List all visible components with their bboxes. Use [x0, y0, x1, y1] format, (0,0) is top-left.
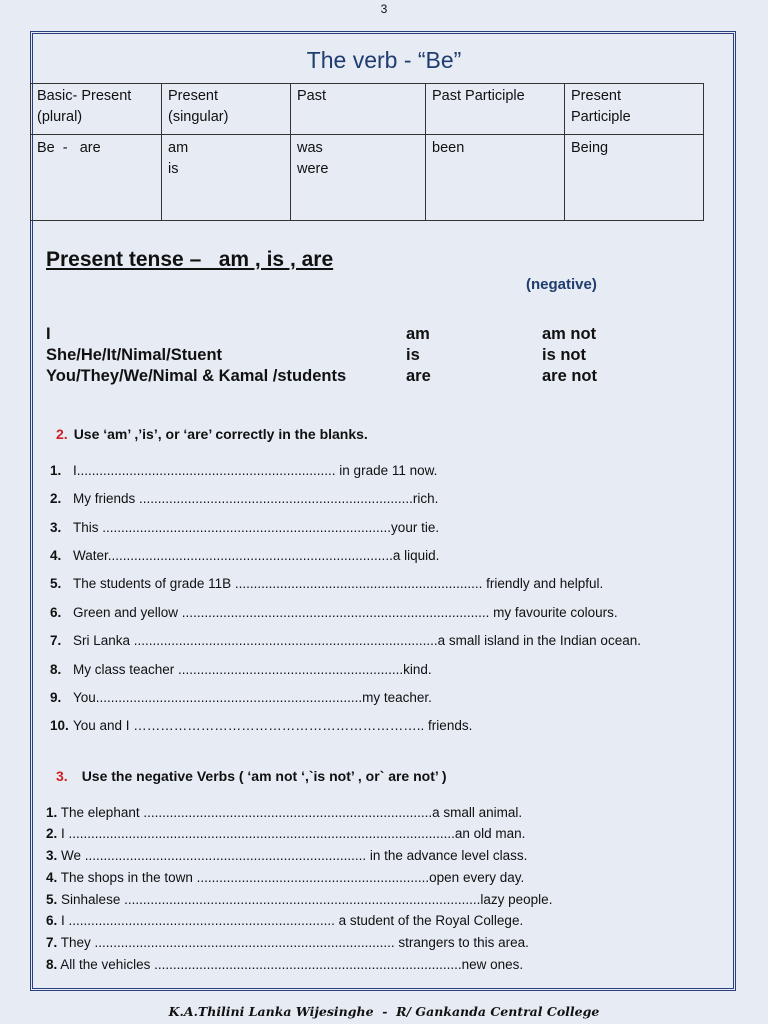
- subject: She/He/It/Nimal/Stuent: [46, 346, 223, 364]
- header-past-participle: Past Participle: [426, 84, 565, 135]
- header-present-participle: Present Participle: [565, 84, 704, 135]
- verb: are: [406, 367, 431, 385]
- instruction-text: Use the negative Verbs ( ‘am not ‘,`is not’ , or` are not’ ): [81, 768, 447, 784]
- exercise-item: 1. The elephant .............................................................................a small animal.: [46, 805, 523, 820]
- exercise-item: 4. Water............................................................................a liquid.: [50, 548, 440, 563]
- verb-forms-table: [30, 83, 704, 221]
- exercise-item: 8. All the vehicles ..................................................................................new ones.: [46, 957, 524, 972]
- section-3-instruction: [56, 768, 447, 784]
- exercise-item: 7. They ................................................................................ strangers to this area.: [46, 935, 529, 950]
- instruction-text: Use ‘am’ ,’is’, or ‘are’ correctly in the blanks.: [73, 426, 368, 442]
- cell-past-participle: been: [426, 135, 565, 221]
- exercise-item: 5. Sinhalese ...............................................................................................lazy people.: [46, 892, 553, 907]
- author-footer: K.A.Thilini Lanka Wijesinghe - R/ Gankanda Central College: [168, 1004, 600, 1019]
- exercise-item: 2. My friends .........................................................................rich.: [50, 491, 439, 506]
- negative-verb: am not: [542, 325, 597, 343]
- negative-label: (negative): [526, 276, 597, 293]
- section-2-instruction: [56, 426, 368, 442]
- section-number: 2.: [56, 426, 68, 442]
- cell-basic-present: Be - are: [31, 135, 162, 221]
- exercise-item: 8. My class teacher ............................................................kind.: [50, 662, 432, 677]
- exercise-item: 6. Green and yellow .................................................................................. my favourite colours.: [50, 605, 618, 620]
- page-number: 3: [380, 2, 388, 16]
- verb: is: [406, 346, 420, 364]
- table-row: [31, 135, 704, 221]
- page-title: The verb - “Be”: [306, 47, 462, 73]
- exercise-item: 3. We ........................................................................... in the advance level class.: [46, 848, 528, 863]
- exercise-item: 5. The students of grade 11B .................................................................. friendly and helpful.: [50, 576, 604, 591]
- cell-present-participle: Being: [565, 135, 704, 221]
- present-tense-heading: Present tense – am , is , are: [46, 248, 334, 271]
- cell-past: was were: [291, 135, 426, 221]
- exercise-item: 6. I ....................................................................... a student of the Royal College.: [46, 913, 524, 928]
- header-basic-present: Basic- Present (plural): [31, 84, 162, 135]
- negative-verb: is not: [542, 346, 586, 364]
- subject: You/They/We/Nimal & Kamal /students: [46, 367, 347, 385]
- header-present-singular: Present (singular): [162, 84, 291, 135]
- exercise-item: 9. You.......................................................................my teacher.: [50, 690, 432, 705]
- verb: am: [406, 325, 430, 343]
- negative-verb: are not: [542, 367, 598, 385]
- subject: I: [46, 325, 51, 343]
- cell-present-singular: am is: [162, 135, 291, 221]
- exercise-item: 1. I..................................................................... in grade 11 now.: [50, 463, 438, 478]
- exercise-item: 10. You and I ……………………………………………………….. friends.: [50, 718, 473, 733]
- header-past: Past: [291, 84, 426, 135]
- table-header-row: [31, 84, 704, 135]
- section-number: 3.: [56, 768, 68, 784]
- exercise-item: 3. This .............................................................................your tie.: [50, 520, 440, 535]
- exercise-item: 2. I .......................................................................................................an old man.: [46, 826, 526, 841]
- exercise-item: 7. Sri Lanka .................................................................................a small island in the Indian ocean.: [50, 633, 641, 648]
- exercise-item: 4. The shops in the town ..............................................................open every day.: [46, 870, 525, 885]
